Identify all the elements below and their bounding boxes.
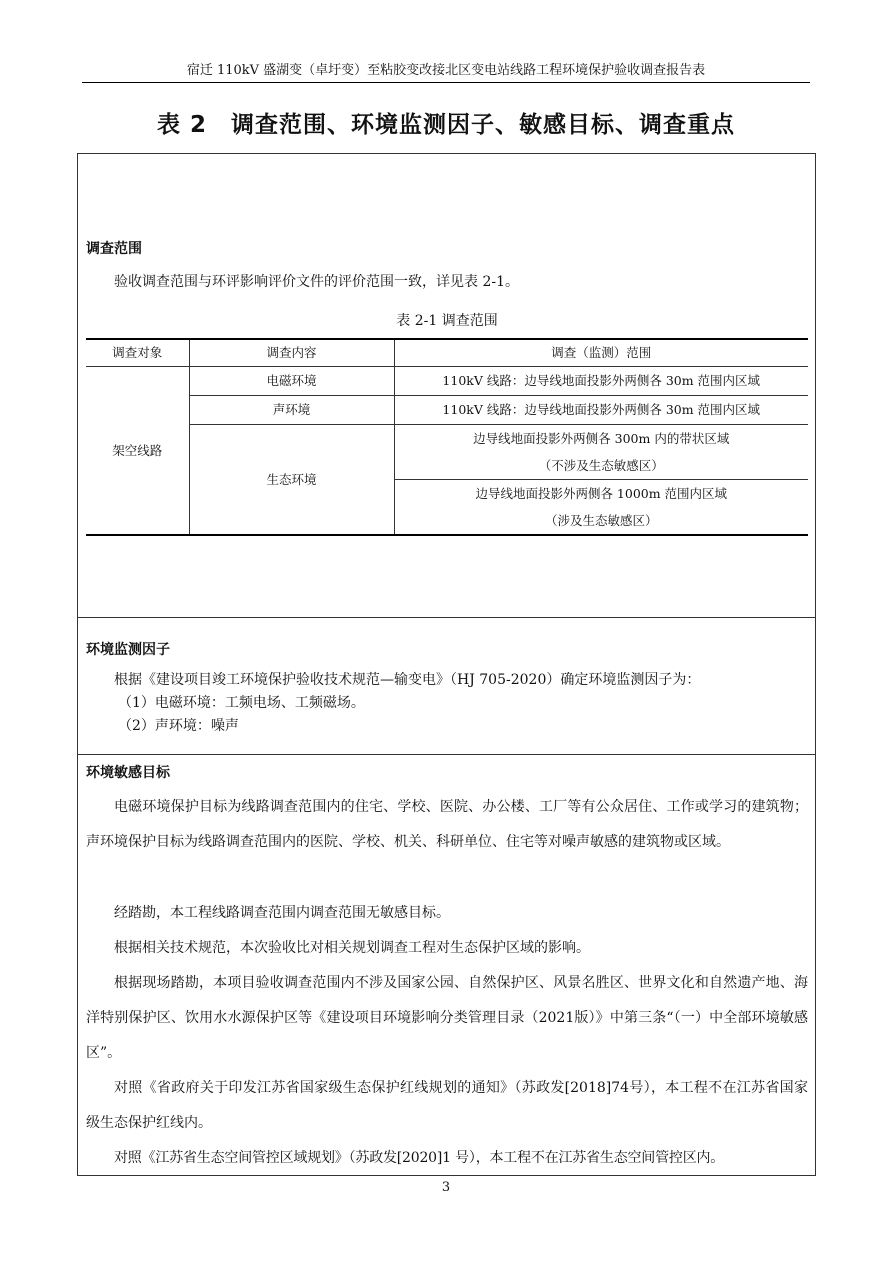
range-cell-ecology-b xyxy=(394,480,808,536)
section-divider-1 xyxy=(77,617,816,618)
range-cell-ecology-a xyxy=(394,425,808,480)
survey-scope-heading: 调查范围 xyxy=(86,241,142,257)
range-ecology-b-line1: 边导线地面投影外两侧各 1000m 范围内区域 xyxy=(475,486,728,501)
sensitive-paragraph-5: 对照《省政府关于印发江苏省国家级生态保护红线规划的通知》（苏政发[2018]74号），本工程不在江苏省国家级生态保护红线内。 xyxy=(86,1080,808,1131)
monitoring-item-2: （2）声环境：噪声 xyxy=(118,718,239,734)
table-header-row xyxy=(86,339,808,367)
range-ecology-a-line1: 边导线地面投影外两侧各 300m 内的带状区域 xyxy=(473,431,730,446)
range-cell-electromagnetic: 110kV 线路：边导线地面投影外两侧各 30m 范围内区域 xyxy=(394,367,808,396)
page-title: 表 2 调查范围、环境监测因子、敏感目标、调查重点 xyxy=(156,112,735,138)
table-row xyxy=(86,367,808,396)
table-row xyxy=(86,396,808,425)
content-cell-ecology: 生态环境 xyxy=(189,425,394,536)
column-header-object: 调查对象 xyxy=(86,339,189,367)
header-rule xyxy=(82,82,810,83)
monitoring-item-1: （1）电磁环境：工频电场、工频磁场。 xyxy=(118,695,365,711)
sensitive-paragraph-1: 电磁环境保护目标为线路调查范围内的住宅、学校、医院、办公楼、工厂等有公众居住、工作或学习的建筑物；声环境保护目标为线路调查范围内的医院、学校、机关、科研单位、住宅等对噪声敏感的建筑物或区域。 xyxy=(86,799,808,850)
table-caption: 表 2-1 调查范围 xyxy=(396,313,498,329)
table-row xyxy=(86,425,808,480)
column-header-range: 调查（监测）范围 xyxy=(394,339,808,367)
sensitive-paragraph-4: 根据现场踏勘，本项目验收调查范围内不涉及国家公园、自然保护区、风景名胜区、世界文化和自然遗产地、海洋特别保护区、饮用水水源保护区等《建设项目环境影响分类管理目录（2021版）》中第三条“（一）中全部环境敏感区”。 xyxy=(86,975,808,1061)
monitoring-intro: 根据《建设项目竣工环境保护验收技术规范—输变电》（HJ 705-2020）确定环境监测因子为： xyxy=(114,672,701,688)
content-cell-acoustic: 声环境 xyxy=(189,396,394,425)
sensitive-paragraph-2: 经踏勘，本工程线路调查范围内调查范围无敏感目标。 xyxy=(114,905,450,921)
content-cell-electromagnetic: 电磁环境 xyxy=(189,367,394,396)
range-ecology-a-line2: （不涉及生态敏感区） xyxy=(538,458,664,473)
survey-scope-intro: 验收调查范围与环评影响评价文件的评价范围一致，详见表 2-1。 xyxy=(114,274,519,290)
page-number: 3 xyxy=(441,1180,451,1195)
sensitive-heading: 环境敏感目标 xyxy=(86,765,170,781)
survey-scope-table xyxy=(86,338,808,536)
monitoring-heading: 环境监测因子 xyxy=(86,642,170,658)
object-cell: 架空线路 xyxy=(86,367,189,536)
sensitive-paragraph-6: 对照《江苏省生态空间管控区域规划》（苏政发[2020]1 号），本工程不在江苏省生态空间管控区内。 xyxy=(114,1150,725,1166)
range-ecology-b-line2: （涉及生态敏感区） xyxy=(544,513,658,528)
range-cell-acoustic: 110kV 线路：边导线地面投影外两侧各 30m 范围内区域 xyxy=(394,396,808,425)
section-divider-2 xyxy=(77,754,816,755)
sensitive-paragraph-3: 根据相关技术规范，本次验收比对相关规划调查工程对生态保护区域的影响。 xyxy=(114,940,590,956)
running-header: 宿迁 110kV 盛湖变（卓圩变）至粘胶变改接北区变电站线路工程环境保护验收调查报告表 xyxy=(186,63,706,78)
column-header-content: 调查内容 xyxy=(189,339,394,367)
